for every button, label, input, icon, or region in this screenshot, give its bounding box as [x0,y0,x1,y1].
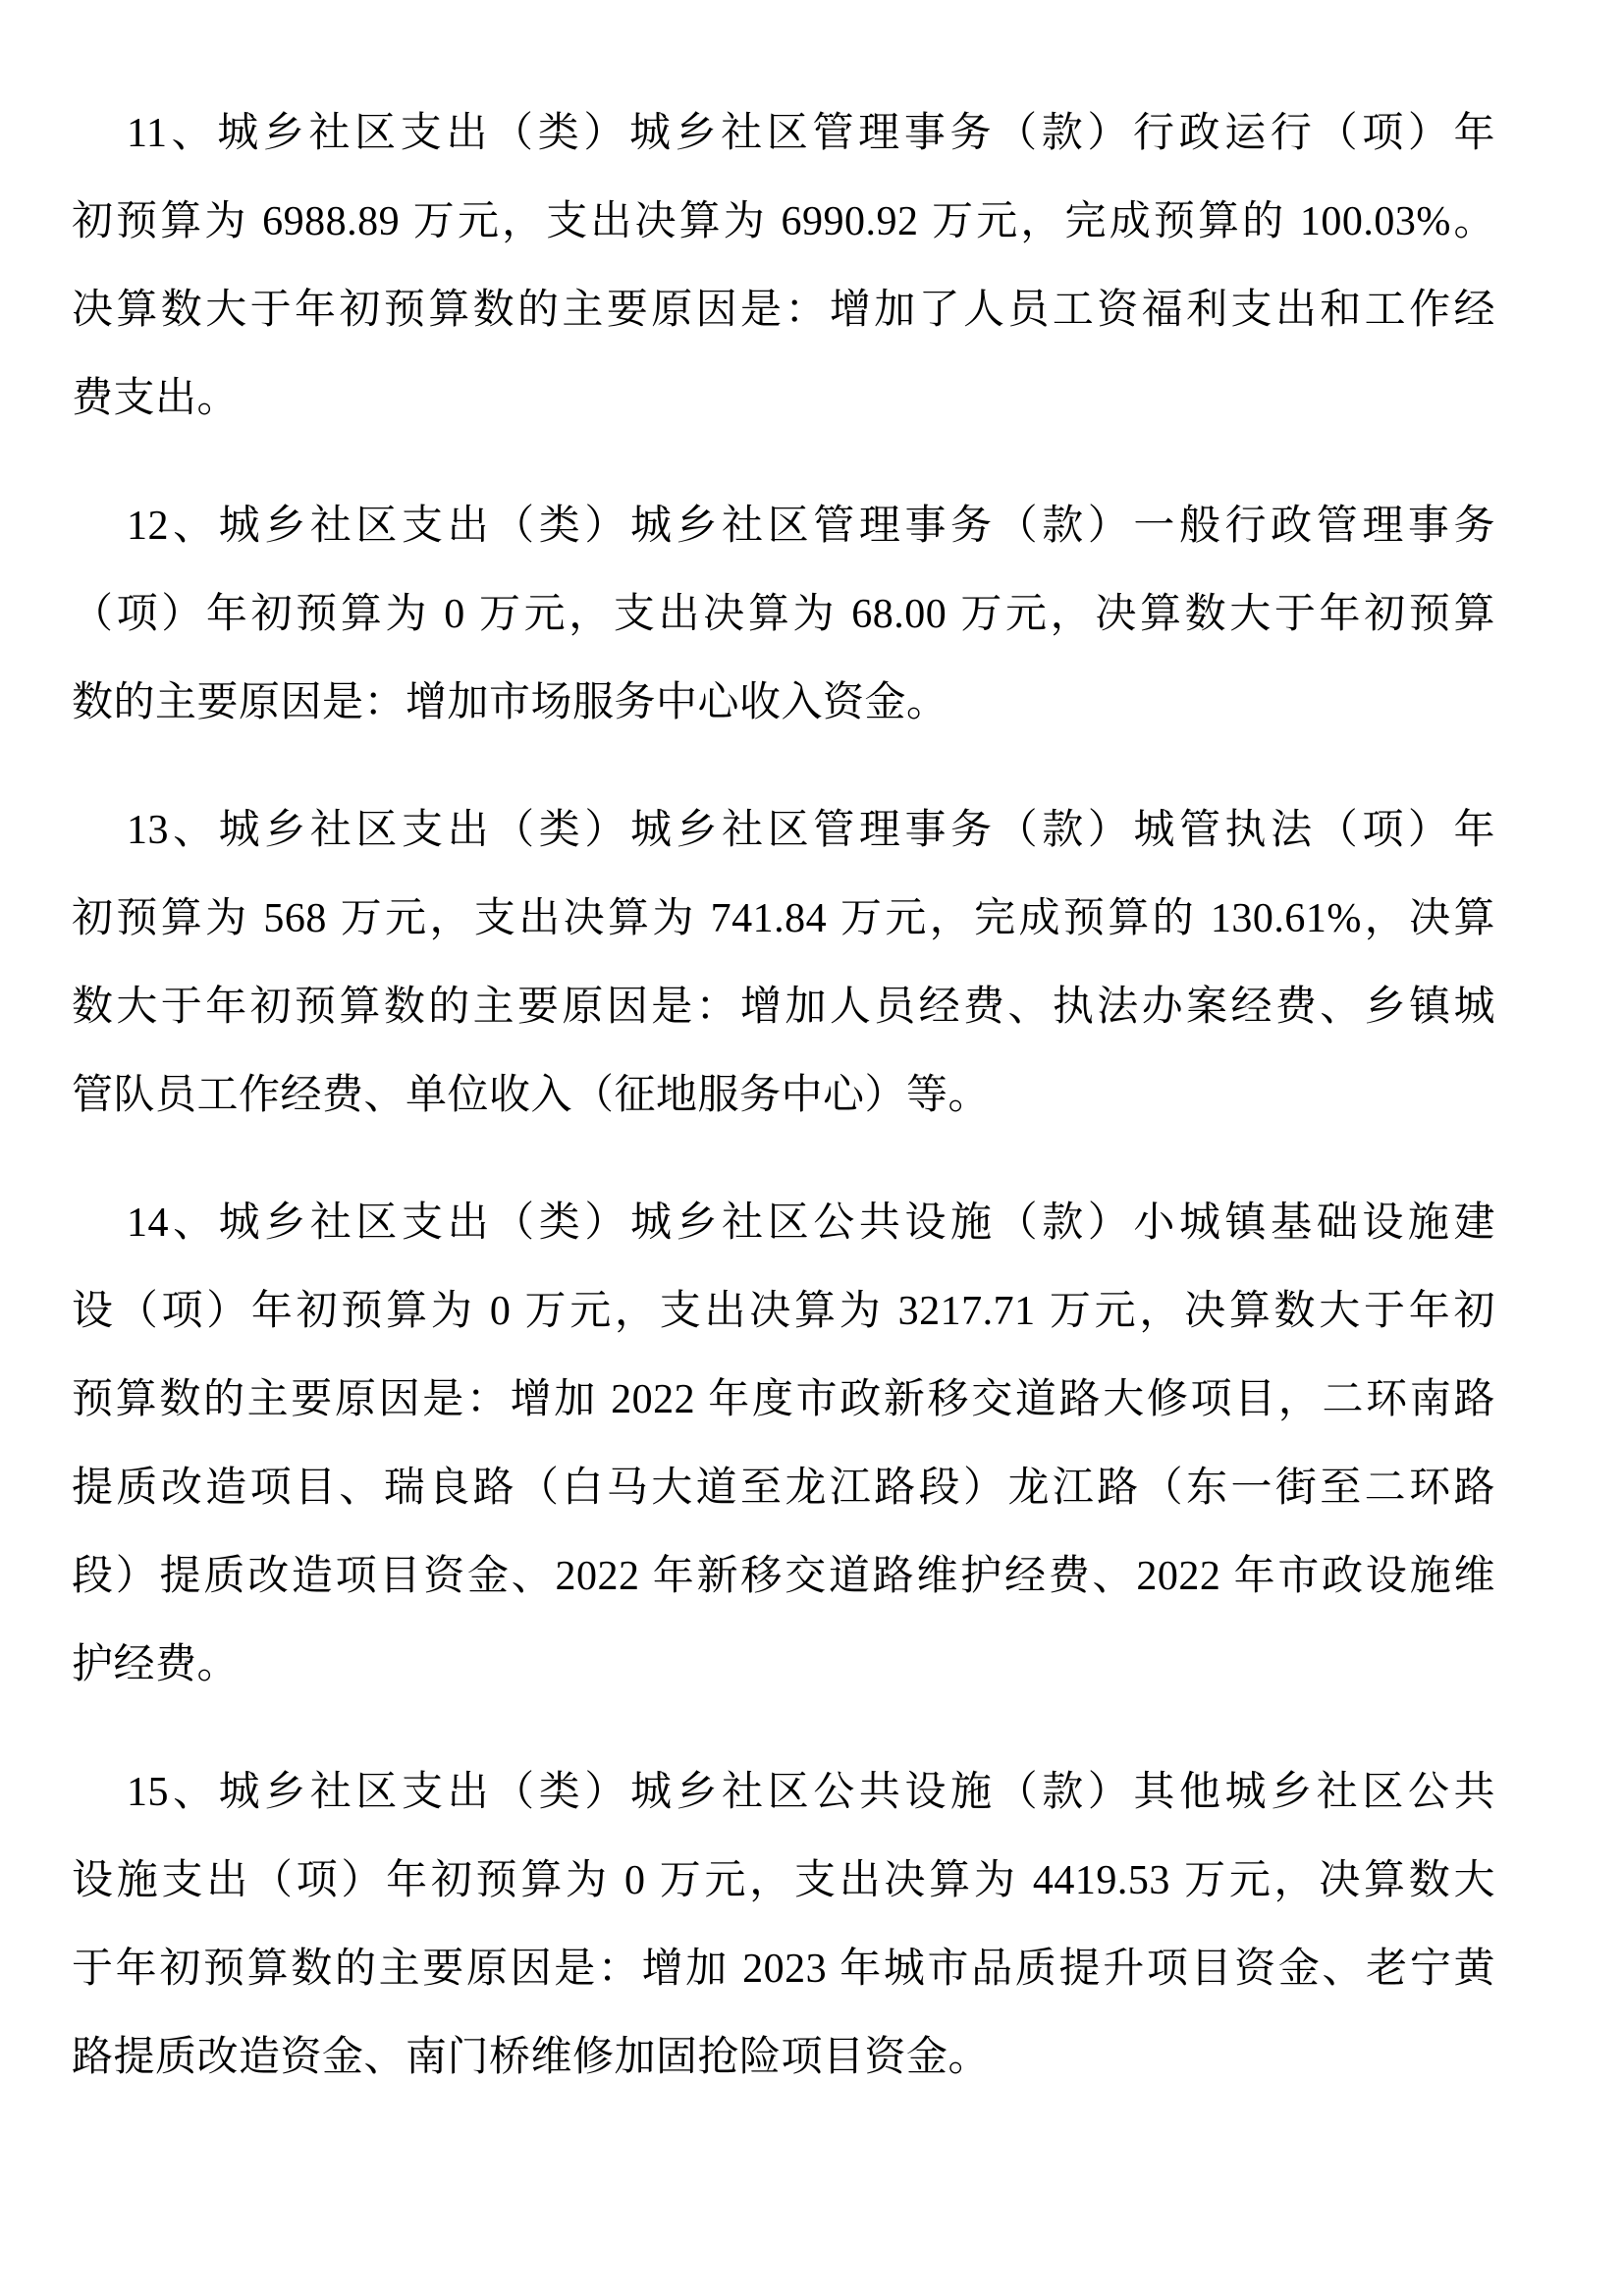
paragraph-13-line-3: 数大于年初预算数的主要原因是：增加人员经费、执法办案经费、乡镇城 [72,985,1495,1030]
paragraph-15-line-2: 设施支出（项）年初预算为 0 万元，支出决算为 4419.53 万元，决算数大 [72,1858,1495,1903]
paragraph-15-line-3: 于年初预算数的主要原因是：增加 2023 年城市品质提升项目资金、老宁黄 [72,1947,1495,1992]
paragraph-14-line-3: 预算数的主要原因是：增加 2022 年度市政新移交道路大修项目，二环南路 [72,1377,1495,1422]
paragraph-12-line-2: （项）年初预算为 0 万元，支出决算为 68.00 万元，决算数大于年初预算 [72,592,1495,637]
budget-item-paragraph-13 [72,786,1495,1140]
paragraph-11-line-4: 费支出。 [72,376,240,421]
paragraph-14-line-5: 段）提质改造项目资金、2022 年新移交道路维护经费、2022 年市政设施维 [72,1554,1495,1599]
budget-item-paragraph-14 [72,1179,1495,1709]
paragraph-14-line-2: 设（项）年初预算为 0 万元，支出决算为 3217.71 万元，决算数大于年初 [72,1289,1495,1334]
paragraph-14-line-6: 护经费。 [72,1642,240,1687]
paragraph-15-line-1: 15、城乡社区支出（类）城乡社区公共设施（款）其他城乡社区公共 [127,1770,1495,1815]
paragraph-13-line-4: 管队员工作经费、单位收入（征地服务中心）等。 [72,1073,991,1118]
paragraph-11-line-1: 11、城乡社区支出（类）城乡社区管理事务（款）行政运行（项）年 [127,111,1495,156]
paragraph-13-line-2: 初预算为 568 万元，支出决算为 741.84 万元，完成预算的 130.61%，决算 [72,896,1495,941]
paragraph-14-line-1: 14、城乡社区支出（类）城乡社区公共设施（款）小城镇基础设施建 [127,1201,1495,1246]
paragraph-11-line-2: 初预算为 6988.89 万元，支出决算为 6990.92 万元，完成预算的 100.03%。 [72,199,1495,244]
paragraph-14-line-4: 提质改造项目、瑞良路（白马大道至龙江路段）龙江路（东一街至二环路 [72,1466,1495,1511]
paragraph-15-line-4: 路提质改造资金、南门桥维修加固抢险项目资金。 [72,2035,991,2080]
paragraph-12-line-3: 数的主要原因是：增加市场服务中心收入资金。 [72,680,948,725]
budget-item-paragraph-15 [72,1748,1495,2102]
paragraph-12-line-1: 12、城乡社区支出（类）城乡社区管理事务（款）一般行政管理事务 [127,504,1495,549]
paragraph-13-line-1: 13、城乡社区支出（类）城乡社区管理事务（款）城管执法（项）年 [127,808,1495,853]
document-text-block [72,89,1495,2102]
paragraph-11-line-3: 决算数大于年初预算数的主要原因是：增加了人员工资福利支出和工作经 [72,288,1495,333]
budget-item-paragraph-11 [72,89,1495,443]
budget-item-paragraph-12 [72,482,1495,747]
